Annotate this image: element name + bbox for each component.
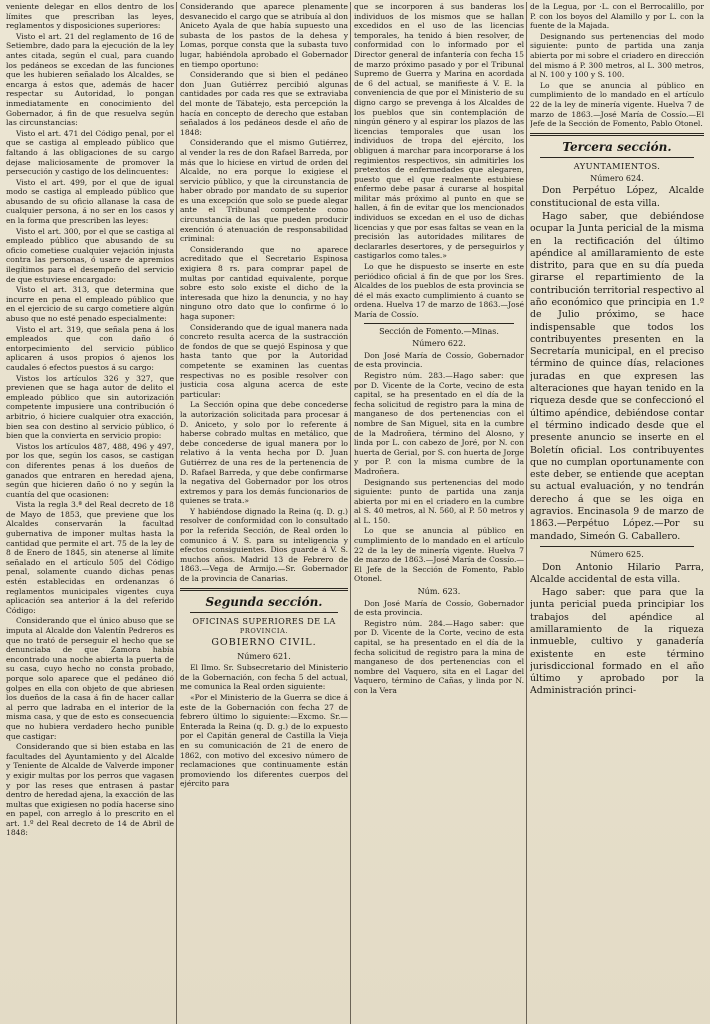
paragraph: Registro núm. 284.—Hago saber: que por D. Vicente de la Corte, vecino de esta capital, se ha presentado en el día de la fecha solicitud de registro para la mina de manganeso de dos pertenencias con el nombre del Vaquero, sita en el Lagar del Vaquero, término de Cañas, y linda por N. con la Vera bbox=[354, 618, 524, 695]
paragraph: Lo que se anuncia al público en cumplimiento de lo mandado en el artículo 22 de la ley de minería vigente. Huelva 7 de marzo de 1863.—José María de Cossío.—El Jefe de la Sección de Fomento, Pablo Otonel. bbox=[354, 526, 524, 584]
divider bbox=[190, 612, 338, 613]
paragraph: Hago saber: que para que la junta pericial pueda principiar los trabajos del apéndice al amillaramiento de la riqueza inmueble, cultivo y ganadería existente en este término jurisdiccional formado en el año último y aprobado por la Administración princi- bbox=[530, 587, 704, 697]
paragraph: Considerando que el mismo Gutiérrez, al vender la res de don Rafael Barreda, por más que lo hiciese en virtud de orden del Alcalde, no era porque lo exigiese el servicio público, y que la circunstancia de haber obrado por mandato de su superior es una excepción que solo se puede alegar ante el Tribunal competente como circunstancia de las que pueden producir exención ó atenuación de responsabilidad criminal: bbox=[180, 138, 348, 244]
paragraph: Registro núm. 283.—Hago saber: que por D. Vicente de la Corte, vecino de esta capital, se ha presentado en el día de la fecha solicitud de registro para la mina de manganeso de dos pertenencias con el nombre de San Miguel, sita en la cumbre de la Madroñera, término del Alosno, y linda por L. con cabezo de Joré, por N. con huerta de Gerial, por S. con huerta de Jorge y por P. con la misma cumbre de la Madroñera. bbox=[354, 370, 524, 476]
paragraph: Don José María de Cossío, Gobernador de esta provincia. bbox=[354, 598, 524, 618]
paragraph: Lo que se anuncia al público en cumplimiento de lo mandado en el artículo 22 de la ley de minería vigente. Huelva 7 de marzo de 1863.—José María de Cossío.—El Jefe de la Sección de Fomento, Pablo Otonel. bbox=[530, 80, 704, 129]
column-1 bbox=[6, 2, 174, 1024]
column-divider bbox=[176, 2, 177, 1024]
gobierno-civil-heading: GOBIERNO CIVIL. bbox=[211, 636, 317, 648]
paragraph: Vistos los artículos 487, 488, 496 y 497, por los que, según los casos, se castigan con diferentes penas á los dueños de ganados que entraren en heredad ajena, según que hicieren daño ó no y según la cuantía del que ocasionen: bbox=[6, 441, 174, 499]
paragraph: Designando sus pertenencias del modo siguiente: punto de partida una zanja abierta por mi sobre el criadero en dirección del mismo á P. 300 metros, al L. 300 metros, al N. 100 y 100 y S. 100. bbox=[530, 31, 704, 80]
paragraph: Designando sus pertenencias del modo siguiente: punto de partida una zanja abierta por mi en el criadero en la cumbre al S. 40 metros, al N. 560, al P. 50 metros y al L. 150. bbox=[354, 477, 524, 525]
section-rule bbox=[530, 133, 704, 136]
paragraph: Don José María de Cossío, Gobernador de esta provincia. bbox=[354, 350, 524, 370]
notice-number: Núm. 623. bbox=[417, 587, 461, 597]
paragraph: Hago saber, que debiéndose ocupar la Junta pericial de la misma en la rectificación del último apéndice al amillaramiento de este distrito, para que en su día pueda girarse el repartimiento de la contribución territorial respectivo al año económico que principia en 1.º de Julio próximo, se hace indispensable que todos los contribuyentes presenten en la Secretaría municipal, en el preciso término de quince días, relaciones juradas en que expresen las alteraciones que hayan tenido en la riqueza desde que se confeccionó el último apéndice, debiéndose contar el término indicado desde que el presente anuncio se inserte en el Boletín oficial. Los contribuyentes que no cumplan oportunamente con este deber, se entiende que aceptan su actual evaluación, y no tendrán derecho á que se les oiga en agravios. Encinasola 9 de marzo de 1863.—Perpétuo López.—Por su mandado, Simeón G. Caballero. bbox=[530, 210, 704, 542]
paragraph: Visto el art. 499, por el que de igual modo se castiga al empleado público que abusando de su oficio allanase la casa de cualquier persona, á no ser en los casos y en la forma que prescriben las leyes: bbox=[6, 177, 174, 226]
paragraph: veniente delegar en ellos dentro de los límites que prescriban las leyes, reglamentos y disposiciones superiores: bbox=[6, 2, 174, 31]
column-divider bbox=[526, 2, 527, 1024]
paragraph: de la Legua, por ·L. con el Berrocalillo, por P. con los boyos del Alamillo y por L. con la fuente de la Majada. bbox=[530, 2, 704, 31]
paragraph: Vista la regla 3.ª del Real decreto de 18 de Mayo de 1853, que previene que los Alcaldes conservarán la facultad gubernativa de imponer multas hasta la cantidad que permite el art. 75 de la ley de 8 de Enero de 1845, sin atenerse al límite señalado en el artículo 505 del Código penal, solamente cuando dichas penas estén establecidas en ordenanzas ó reglamentos municipales vigentes cuya aplicación sea anterior á la del referido Código: bbox=[6, 500, 174, 615]
ayuntamientos-heading: AYUNTAMIENTOS. bbox=[573, 160, 661, 171]
paragraph: Considerando que si bien el pedáneo don Juan Gutiérrez percibió algunas cantidades por cada res que se extraviaba del monte de Tábatejo, esta percepción la hacía en concepto de derecho que estaban señalados á los pedáneos desde el año de 1848: bbox=[180, 70, 348, 137]
column-2 bbox=[180, 2, 348, 1024]
paragraph: Don Antonio Hilario Parra, Alcalde accidental de esta villa. bbox=[530, 561, 704, 585]
paragraph: Visto el art. 21 del reglamento de 16 de Setiembre, dado para la ejecución de la ley antes citada, según el cual, para cuando los pedáneos se excedan de las funciones que les hubieren señalado los Alcaldes, se encarga á estos que, además de hacer respectar su Autoridad, lo pongan inmediatamente en conocimiento del Gobernador, á fin de que resuelva según las circunstancias: bbox=[6, 31, 174, 128]
section-title: Tercera sección. bbox=[562, 139, 672, 154]
paragraph: El Ilmo. Sr. Subsecretario del Ministerio de la Gobernación, con fecha 5 del actual, me comunica la Real orden siguiente: bbox=[180, 663, 348, 692]
divider bbox=[540, 546, 694, 547]
column-divider bbox=[350, 2, 351, 1024]
paragraph: La Sección opina que debe concederse la autorización solicitada para procesar á D. Aniceto, y solo por lo referente á haberse cobrado multas en metálico, que debe concederse de igual manera por lo relativo á la venta hecha por D. Juan Gutiérrez de una res de la pertenencia de D. Rafael Barreda, y que debe confirmarse la negativa del Gobernador por los otros extremos y para los demás funcionarios de quienes se trata.» bbox=[180, 400, 348, 506]
paragraph: Considerando que si bien estaba en las facultades del Ayuntamiento y del Alcalde y Teniente de Alcalde de Valverde imponer y exigir multas por los perros que vagasen y por las reses que entrasen á pastar dentro de heredad ajena, la exacción de las multas que exigiesen no podía hacerse sino en papel, con arreglo á lo prescrito en el art. 1.º del Real decreto de 14 de Abril de 1848: bbox=[6, 742, 174, 838]
paragraph: Considerando que de igual manera nada concreto resulta acerca de la sustracción de fondos de que se quejó Espinosa y que hasta tanto que por la Autoridad competente se examinen las cuentas respectivas no es posible resolver con justicia cosa alguna acerca de este particular: bbox=[180, 322, 348, 399]
paragraph: Considerando que aparece plenamente desvanecido el cargo que se atribuía al don Aniceto Ayala de que había supuesto una subasta de los pastos de la dehesa y Lomas, porque consta que la subasta tuvo lugar, habiéndola aprobado el Gobernador en tiempo oportuno: bbox=[180, 2, 348, 69]
divider bbox=[364, 323, 514, 324]
office-subtitle: PROVINCIA. bbox=[239, 626, 289, 635]
paragraph: Don Perpétuo López, Alcalde constitucional de esta villa. bbox=[530, 185, 704, 209]
paragraph: Vistos los artículos 326 y 327, que previenen que se haga autor de delito el empleado público que sin autorización competente impusiere una contribución ó arbitrio, ó hiciere cualquier otra exacción, bien sea con destino al servicio público, ó bien que la convierta en servicio propio: bbox=[6, 373, 174, 441]
column-3 bbox=[354, 2, 524, 1024]
paragraph: Visto el art. 319, que señala pena á los empleados que con daño ó entorpecimiento del servicio público aplicaren á usos propios ó ajenos los caudales ó efectos puestos á su cargo: bbox=[6, 324, 174, 372]
notice-number: Número 624. bbox=[590, 173, 644, 183]
notice-number: Número 625. bbox=[590, 549, 644, 559]
paragraph: Considerando que el único abuso que se imputa al Alcalde don Valentín Pedreros es que no trató de perseguir el hecho que se denunciaba de que Zamora había encontrado una noche abierta la puerta de su casa, cuyo hecho no consta probado, porque solo aparece que el pedáneo dió golpes en ella con objeto de que abriesen los dueños de la casa á fin de hacer callar al perro que ladraba en el interior de la misma casa, y que de esto es consecuencia que no hubiera verdadero hecho punible que castigar: bbox=[6, 616, 174, 741]
paragraph: que se incorporen á sus banderas los individuos de los mismos que se hallan excedidos en el uso de las licencias temporales, ha tenido á bien resolver, de conformidad con lo informado por el Director general de infantería con fecha 15 de marzo próximo pasado y por el Tribunal Supremo de Guerra y Marina en acordada de 6 del actual, se manifieste á V. E. la conveniencia de que por el Ministerio de su digno cargo se prevenga á los Alcaldes de los pueblos que sin contemplación de ningún género y al espirar los plazos de las licencias temporales que usan los individuos de tropa del ejército, los obliguen á marchar para incorporarse á los regimientos respectivos, sin admitirles los pretextos de enfermedades que alegaren, puesto que el que realmente estubiese enfermo debe pasar á curarse al hospital militar más próximo al punto en que se hallen, á fin de evitar que los mencionados individuos se excedan en el uso de dichas licencias y que por esas faltas se vean en la precisión las autoridades militares de declararles desertores, y de perseguirlos y castigarlos como tales.» bbox=[354, 2, 524, 261]
section-rule bbox=[180, 588, 348, 591]
notice-number: Número 622. bbox=[412, 339, 466, 349]
notice-body bbox=[530, 562, 704, 698]
paragraph: Considerando que no aparece acreditado que el Secretario Espinosa exigiera 8 rs. para comprar papel de multas por cantidad equivalente, porque sobre esto solo existe el dicho de la interesada que hizo la denuncia, y no hay ninguno otro dato que lo confirme ó lo haga suponer: bbox=[180, 244, 348, 321]
paragraph: «Por el Ministerio de la Guerra se dice á este de la Gobernación con fecha 27 de febrero último lo siguiente:—Excmo. Sr.—Enterada la Reina (q. D. g.) de lo expuesto por el Capitán general de Castilla la Vieja en su comunicación de 21 de enero de 1862, con motivo del excesivo número de reclamaciones que continuamente están promoviendo los diferentes cuerpos del ejército para bbox=[180, 693, 348, 789]
notice-number: Número 621. bbox=[237, 651, 291, 661]
paragraph: Visto el art. 300, por el que se castiga al empleado público que abusando de su oficio cometiese cualquier vejación injusta contra las personas, ó usare de apremios ilegítimos para el desempeño del servicio de que estuviese encargado: bbox=[6, 226, 174, 284]
divider bbox=[540, 157, 694, 158]
section-heading: Sección de Fomento.—Minas. bbox=[379, 326, 499, 336]
paragraph: Y habiéndose dignado la Reina (q. D. g.) resolver de conformidad con lo consultado por la referida Sección, de Real orden lo comunico á V. S. para su inteligencia y efectos consiguientes. Dios guarde á V. S. muchos años. Madrid 13 de Febrero de 1863.—Vega de Armijo.—Sr. Gobernador de la provincia de Canarias. bbox=[180, 506, 348, 584]
paragraph: Lo que he dispuesto se inserte en este periódico oficial á fin de que por los Sres. Alcaldes de los pueblos de esta provincia se dé el más exacto cumplimiento á cuanto se ordena. Huelva 17 de marzo de 1863.—José María de Cossío. bbox=[354, 262, 524, 319]
notice-body bbox=[530, 185, 704, 543]
paragraph: Visto el art. 471 del Código penal, por el que se castiga al empleado público que faltando á las obligaciones de su cargo dejase maliciosamente de promover la persecución y castigo de los delincuentes: bbox=[6, 128, 174, 177]
section-title: Segunda sección. bbox=[205, 594, 323, 609]
paragraph: Visto el art. 313, que determina que incurre en pena el empleado público que en el ejercicio de su cargo cometiere algún abuso que no esté penado especialmente: bbox=[6, 285, 174, 323]
column-4 bbox=[530, 2, 704, 1024]
office-title: OFICINAS SUPERIORES DE LA bbox=[192, 615, 336, 626]
